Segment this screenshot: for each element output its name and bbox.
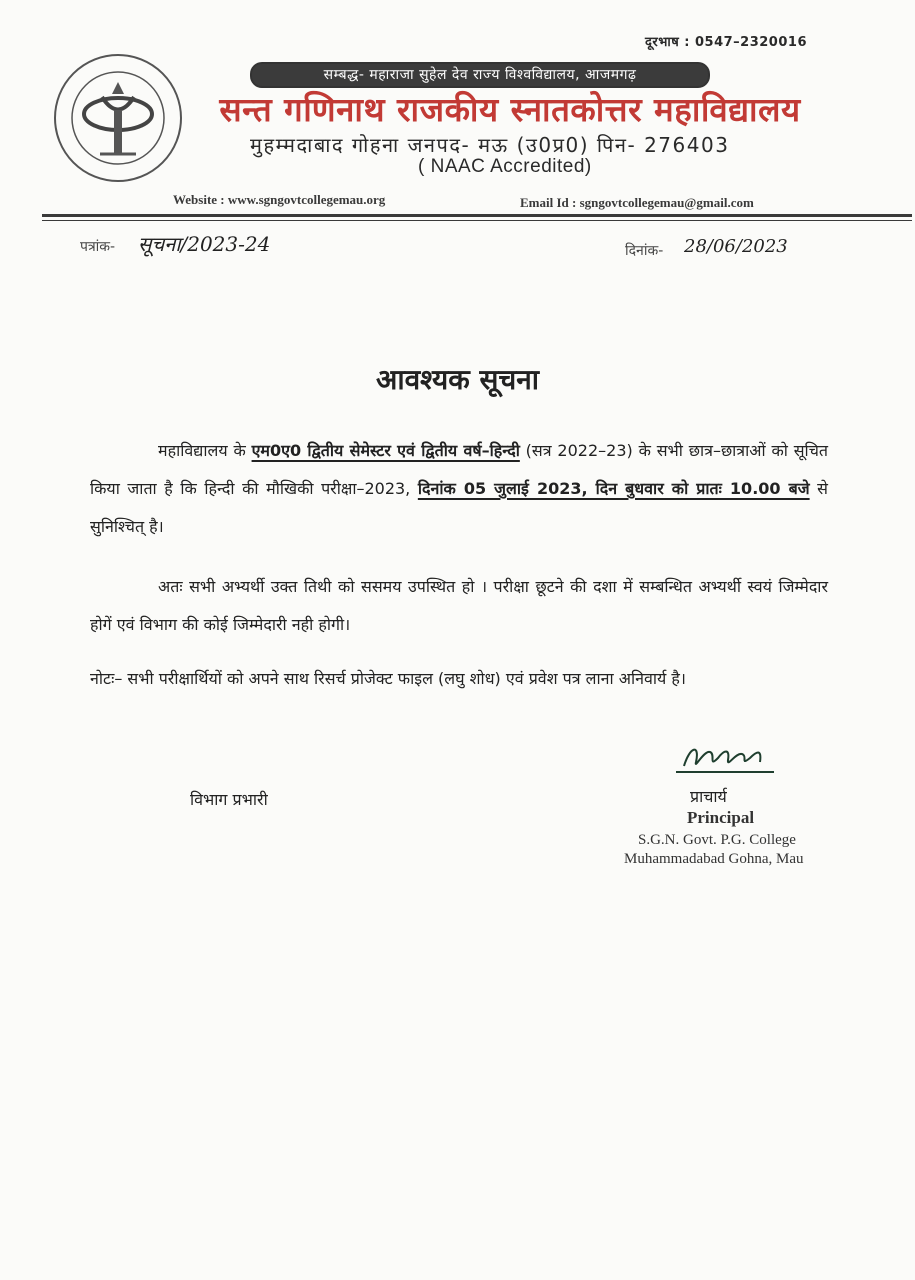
notice-title: आवश्यक सूचना	[375, 363, 540, 396]
notice-date: 28/06/2023	[684, 236, 788, 257]
affiliation-banner: सम्बद्ध- महाराजा सुहेल देव राज्य विश्वविद्यालय, आजमगढ़	[250, 62, 710, 88]
principal-college: S.G.N. Govt. P.G. College	[638, 832, 796, 848]
notice-paragraph-1	[90, 432, 828, 546]
p1-text-c: (सत्र 2022–23) के सभी छात्र–छात्राओं को सूचित किया जाता है कि हिन्दी की मौखिकी परीक्षा–2023,	[90, 441, 828, 498]
reference-number: सूचना/2023-24	[138, 232, 271, 256]
principal-signature	[670, 738, 780, 778]
date-label: दिनांक-	[625, 243, 664, 259]
notice-paragraph-2: अतः सभी अभ्यर्थी उक्त तिथी को ससमय उपस्थित हो । परीक्षा छूटने की दशा में सम्बन्धित अभ्यर्थी स्वयं जिम्मेदार होगें एवं विभाग की कोई जिम्मेदारी नही होगी।	[90, 577, 828, 634]
email-link[interactable]: Email Id : sgngovtcollegemau@gmail.com	[520, 195, 754, 210]
notice-note: नोटः– सभी परीक्षार्थियों को अपने साथ रिसर्च प्रोजेक्ट फाइल (लघु शोध) एवं प्रवेश पत्र लाना अनिवार्य है।	[90, 669, 686, 688]
reference-label: पत्रांक-	[80, 239, 116, 255]
department-head-label: विभाग प्रभारी	[190, 790, 268, 809]
p1-text-e: से सुनिश्चित् है।	[90, 479, 828, 536]
website-link[interactable]: Website : www.sgngovtcollegemau.org	[173, 192, 386, 207]
naac-accreditation: ( NAAC Accredited)	[418, 156, 592, 177]
header-divider-thin	[42, 220, 912, 221]
phone-number: दूरभाष : 0547–2320016	[645, 35, 807, 50]
college-logo	[52, 52, 184, 184]
principal-place: Muhammadabad Gohna, Mau	[624, 851, 804, 867]
college-name: सन्त गणिनाथ राजकीय स्नातकोत्तर महाविद्यालय	[219, 90, 801, 129]
principal-title-english: Principal	[687, 808, 755, 827]
header-divider	[42, 214, 912, 217]
p1-course: एम0ए0 द्वितीय सेमेस्टर एवं द्वितीय वर्ष–हिन्दी	[251, 441, 520, 460]
p1-text-a: महाविद्यालय के	[158, 441, 252, 460]
college-address: मुहम्मदाबाद गोहना जनपद- मऊ (उ0प्र0) पिन- 276403	[250, 133, 730, 157]
principal-title-hindi: प्राचार्य	[690, 787, 727, 806]
p1-exam-date: दिनांक 05 जुलाई 2023, दिन बुधवार को प्रातः 10.00 बजे	[417, 479, 810, 498]
